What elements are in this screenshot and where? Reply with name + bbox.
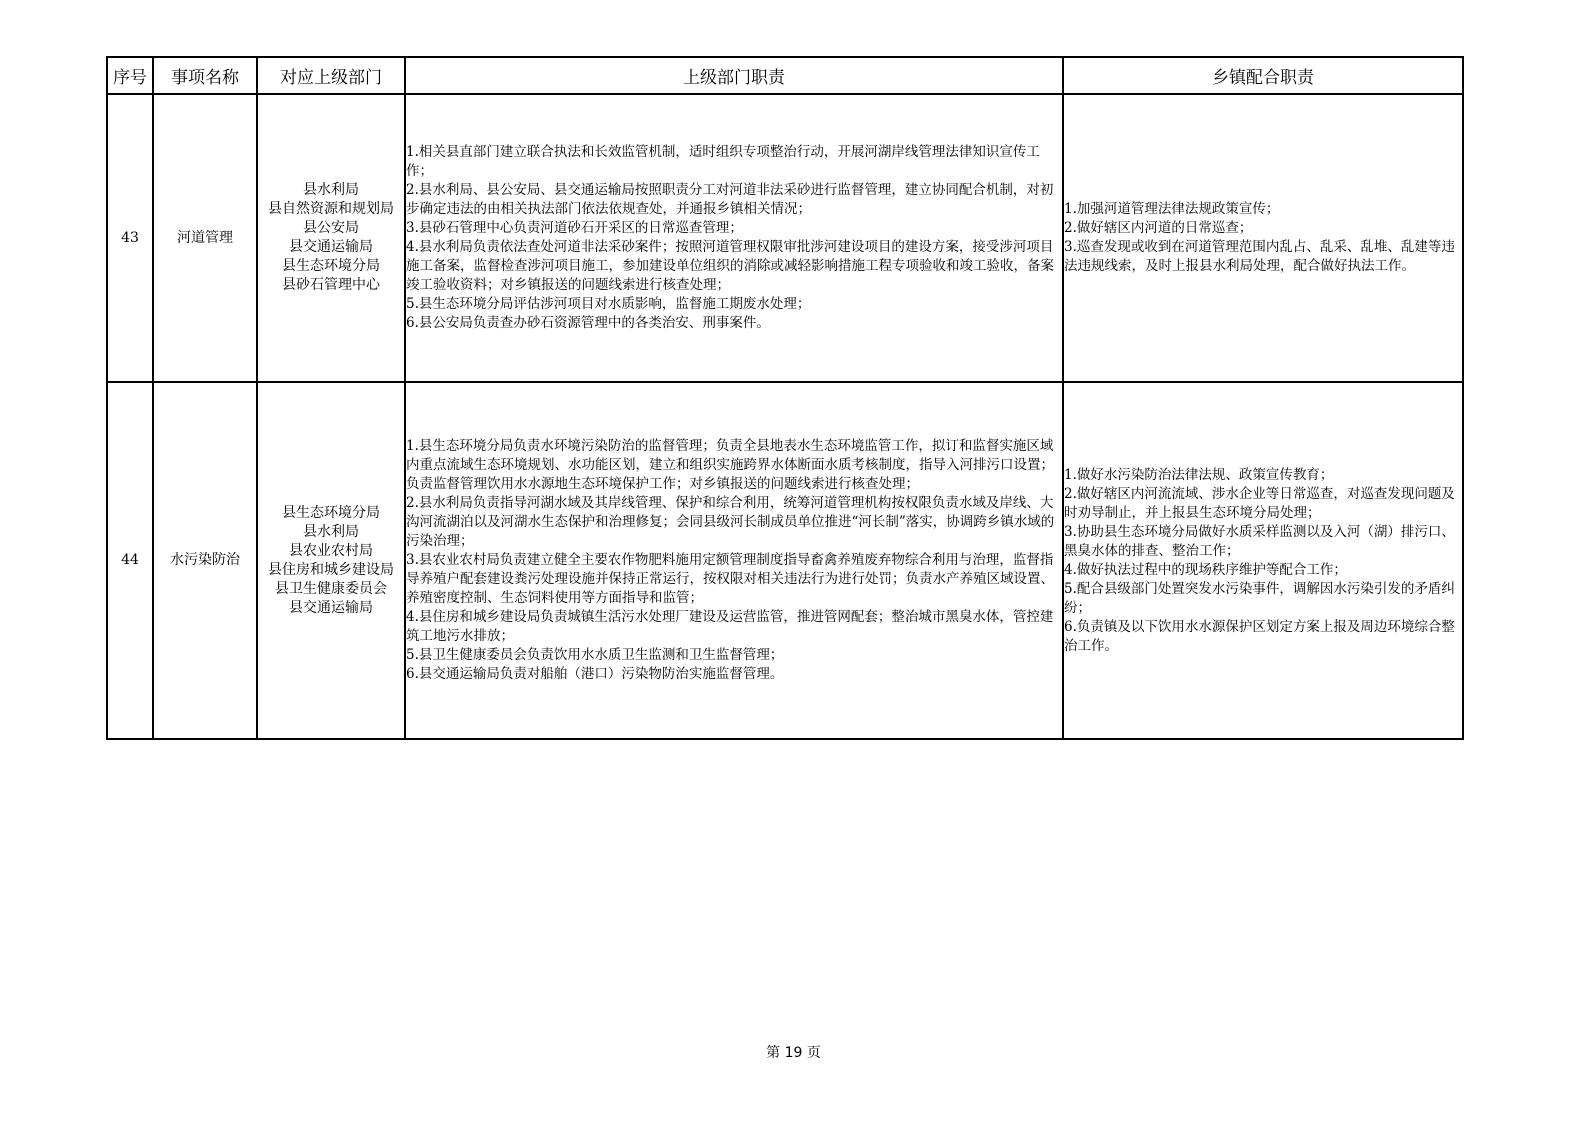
- header-township: 乡镇配合职责: [1063, 57, 1463, 94]
- dept-name: 县卫生健康委员会: [275, 580, 387, 597]
- dept-name: 县公安局: [303, 220, 359, 236]
- duty-item: 6.县公安局负责查办砂石资源管理中的各类治安、刑事案件。: [406, 315, 770, 331]
- row-no: 44: [107, 382, 153, 739]
- dept-name: 县交通运输局: [289, 239, 373, 255]
- row-superior-duties: [405, 94, 1063, 382]
- table-row: [107, 94, 1463, 382]
- duty-item: 1.加强河道管理法律法规政策宣传；: [1064, 201, 1280, 217]
- dept-name: 县交通运输局: [289, 599, 373, 616]
- header-item: 事项名称: [153, 57, 257, 94]
- duty-item: 4.县住房和城乡建设局负责城镇生活污水处理厂建设及运营监管，推进管网配套；整治城市黑臭水体，管控建筑工地污水排放；: [406, 609, 1054, 644]
- row-depts: [257, 94, 405, 382]
- duty-item: 5.配合县级部门处置突发水污染事件，调解因水污染引发的矛盾纠纷；: [1064, 580, 1455, 616]
- dept-name: 县砂石管理中心: [282, 277, 380, 293]
- duty-item: 1.县生态环境分局负责水环境污染防治的监督管理；负责全县地表水生态环境监管工作，拟订和监督实施区域内重点流域生态环境规划、水功能区划，建立和组织实施跨界水体断面水质考核制度，指导入河排污口设置；负责监督管理饮用水水源地生态环境保护工作；对乡镇报送的问题线索进行核查处理；: [406, 438, 1054, 492]
- duty-item: 3.巡查发现或收到在河道管理范围内乱占、乱采、乱堆、乱建等违法违规线索，及时上报县水利局处理，配合做好执法工作。: [1064, 239, 1455, 274]
- dept-name: 县水利局: [303, 523, 359, 540]
- dept-name: 县生态环境分局: [282, 258, 380, 274]
- dept-name: 县生态环境分局: [282, 504, 380, 521]
- duty-item: 2.做好辖区内河道的日常巡查；: [1064, 220, 1253, 236]
- row-depts: [257, 382, 405, 739]
- dept-name: 县水利局: [303, 182, 359, 198]
- duty-item: 1.相关县直部门建立联合执法和长效监管机制，适时组织专项整治行动，开展河湖岸线管理法律知识宣传工作；: [406, 144, 1040, 179]
- dept-name: 县自然资源和规划局: [268, 201, 394, 217]
- responsibility-table: [106, 56, 1464, 740]
- duty-item: 2.做好辖区内河流流域、涉水企业等日常巡查，对巡查发现问题及时劝导制止，并上报县生态环境分局处理；: [1064, 485, 1455, 521]
- row-item-name: 河道管理: [153, 94, 257, 382]
- duty-item: 5.县生态环境分局评估涉河项目对水质影响，监督施工期废水处理；: [406, 296, 811, 312]
- duty-item: 3.县农业农村局负责建立健全主要农作物肥料施用定额管理制度指导畜禽养殖废弃物综合利用与治理，监督指导养殖户配套建设粪污处理设施并保持正常运行，按权限对相关违法行为进行处罚；负责水产养殖区域设置、养殖密度控制、生态饲料使用等方面指导和监管；: [406, 552, 1054, 606]
- dept-name: 县农业农村局: [289, 542, 373, 559]
- duty-item: 5.县卫生健康委员会负责饮用水水质卫生监测和卫生监督管理；: [406, 647, 784, 663]
- page-number: 第 19 页: [766, 1045, 821, 1061]
- duty-item: 6.负责镇及以下饮用水水源保护区划定方案上报及周边环境综合整治工作。: [1064, 618, 1455, 654]
- table-row: [107, 382, 1463, 739]
- row-no: 43: [107, 94, 153, 382]
- table-header-row: [107, 57, 1463, 94]
- header-superior: 上级部门职责: [405, 57, 1063, 94]
- header-no: 序号: [107, 57, 153, 94]
- duty-item: 2.县水利局、县公安局、县交通运输局按照职责分工对河道非法采砂进行监督管理，建立协同配合机制，对初步确定违法的由相关执法部门依法依规查处，并通报乡镇相关情况；: [406, 182, 1054, 217]
- row-superior-duties: [405, 382, 1063, 739]
- row-item-name: 水污染防治: [153, 382, 257, 739]
- duty-item: 4.做好执法过程中的现场秩序维护等配合工作；: [1064, 561, 1347, 578]
- duty-item: 2.县水利局负责指导河湖水域及其岸线管理、保护和综合利用，统筹河道管理机构按权限负责水域及岸线、大沟河流湖泊以及河湖水生态保护和治理修复；会同县级河长制成员单位推进“河长制”落实，协调跨乡镇水域的污染治理；: [406, 495, 1055, 549]
- duty-item: 4.县水利局负责依法查处河道非法采砂案件；按照河道管理权限审批涉河建设项目的建设方案，接受涉河项目施工备案，监督检查涉河项目施工，参加建设单位组织的消除或减轻影响措施工程专项验收和竣工验收，备案竣工验收资料；对乡镇报送的问题线索进行核查处理；: [406, 239, 1054, 293]
- duty-item: 3.县砂石管理中心负责河道砂石开采区的日常巡查管理；: [406, 220, 743, 236]
- dept-name: 县住房和城乡建设局: [268, 561, 394, 578]
- duty-item: 1.做好水污染防治法律法规、政策宣传教育；: [1064, 466, 1334, 483]
- duty-item: 3.协助县生态环境分局做好水质采样监测以及入河（湖）排污口、黑臭水体的排查、整治工作；: [1064, 523, 1455, 559]
- row-township-duties: [1063, 94, 1463, 382]
- header-dept: 对应上级部门: [257, 57, 405, 94]
- row-township-duties: [1063, 382, 1463, 739]
- duty-item: 6.县交通运输局负责对船舶（港口）污染物防治实施监督管理。: [406, 666, 784, 682]
